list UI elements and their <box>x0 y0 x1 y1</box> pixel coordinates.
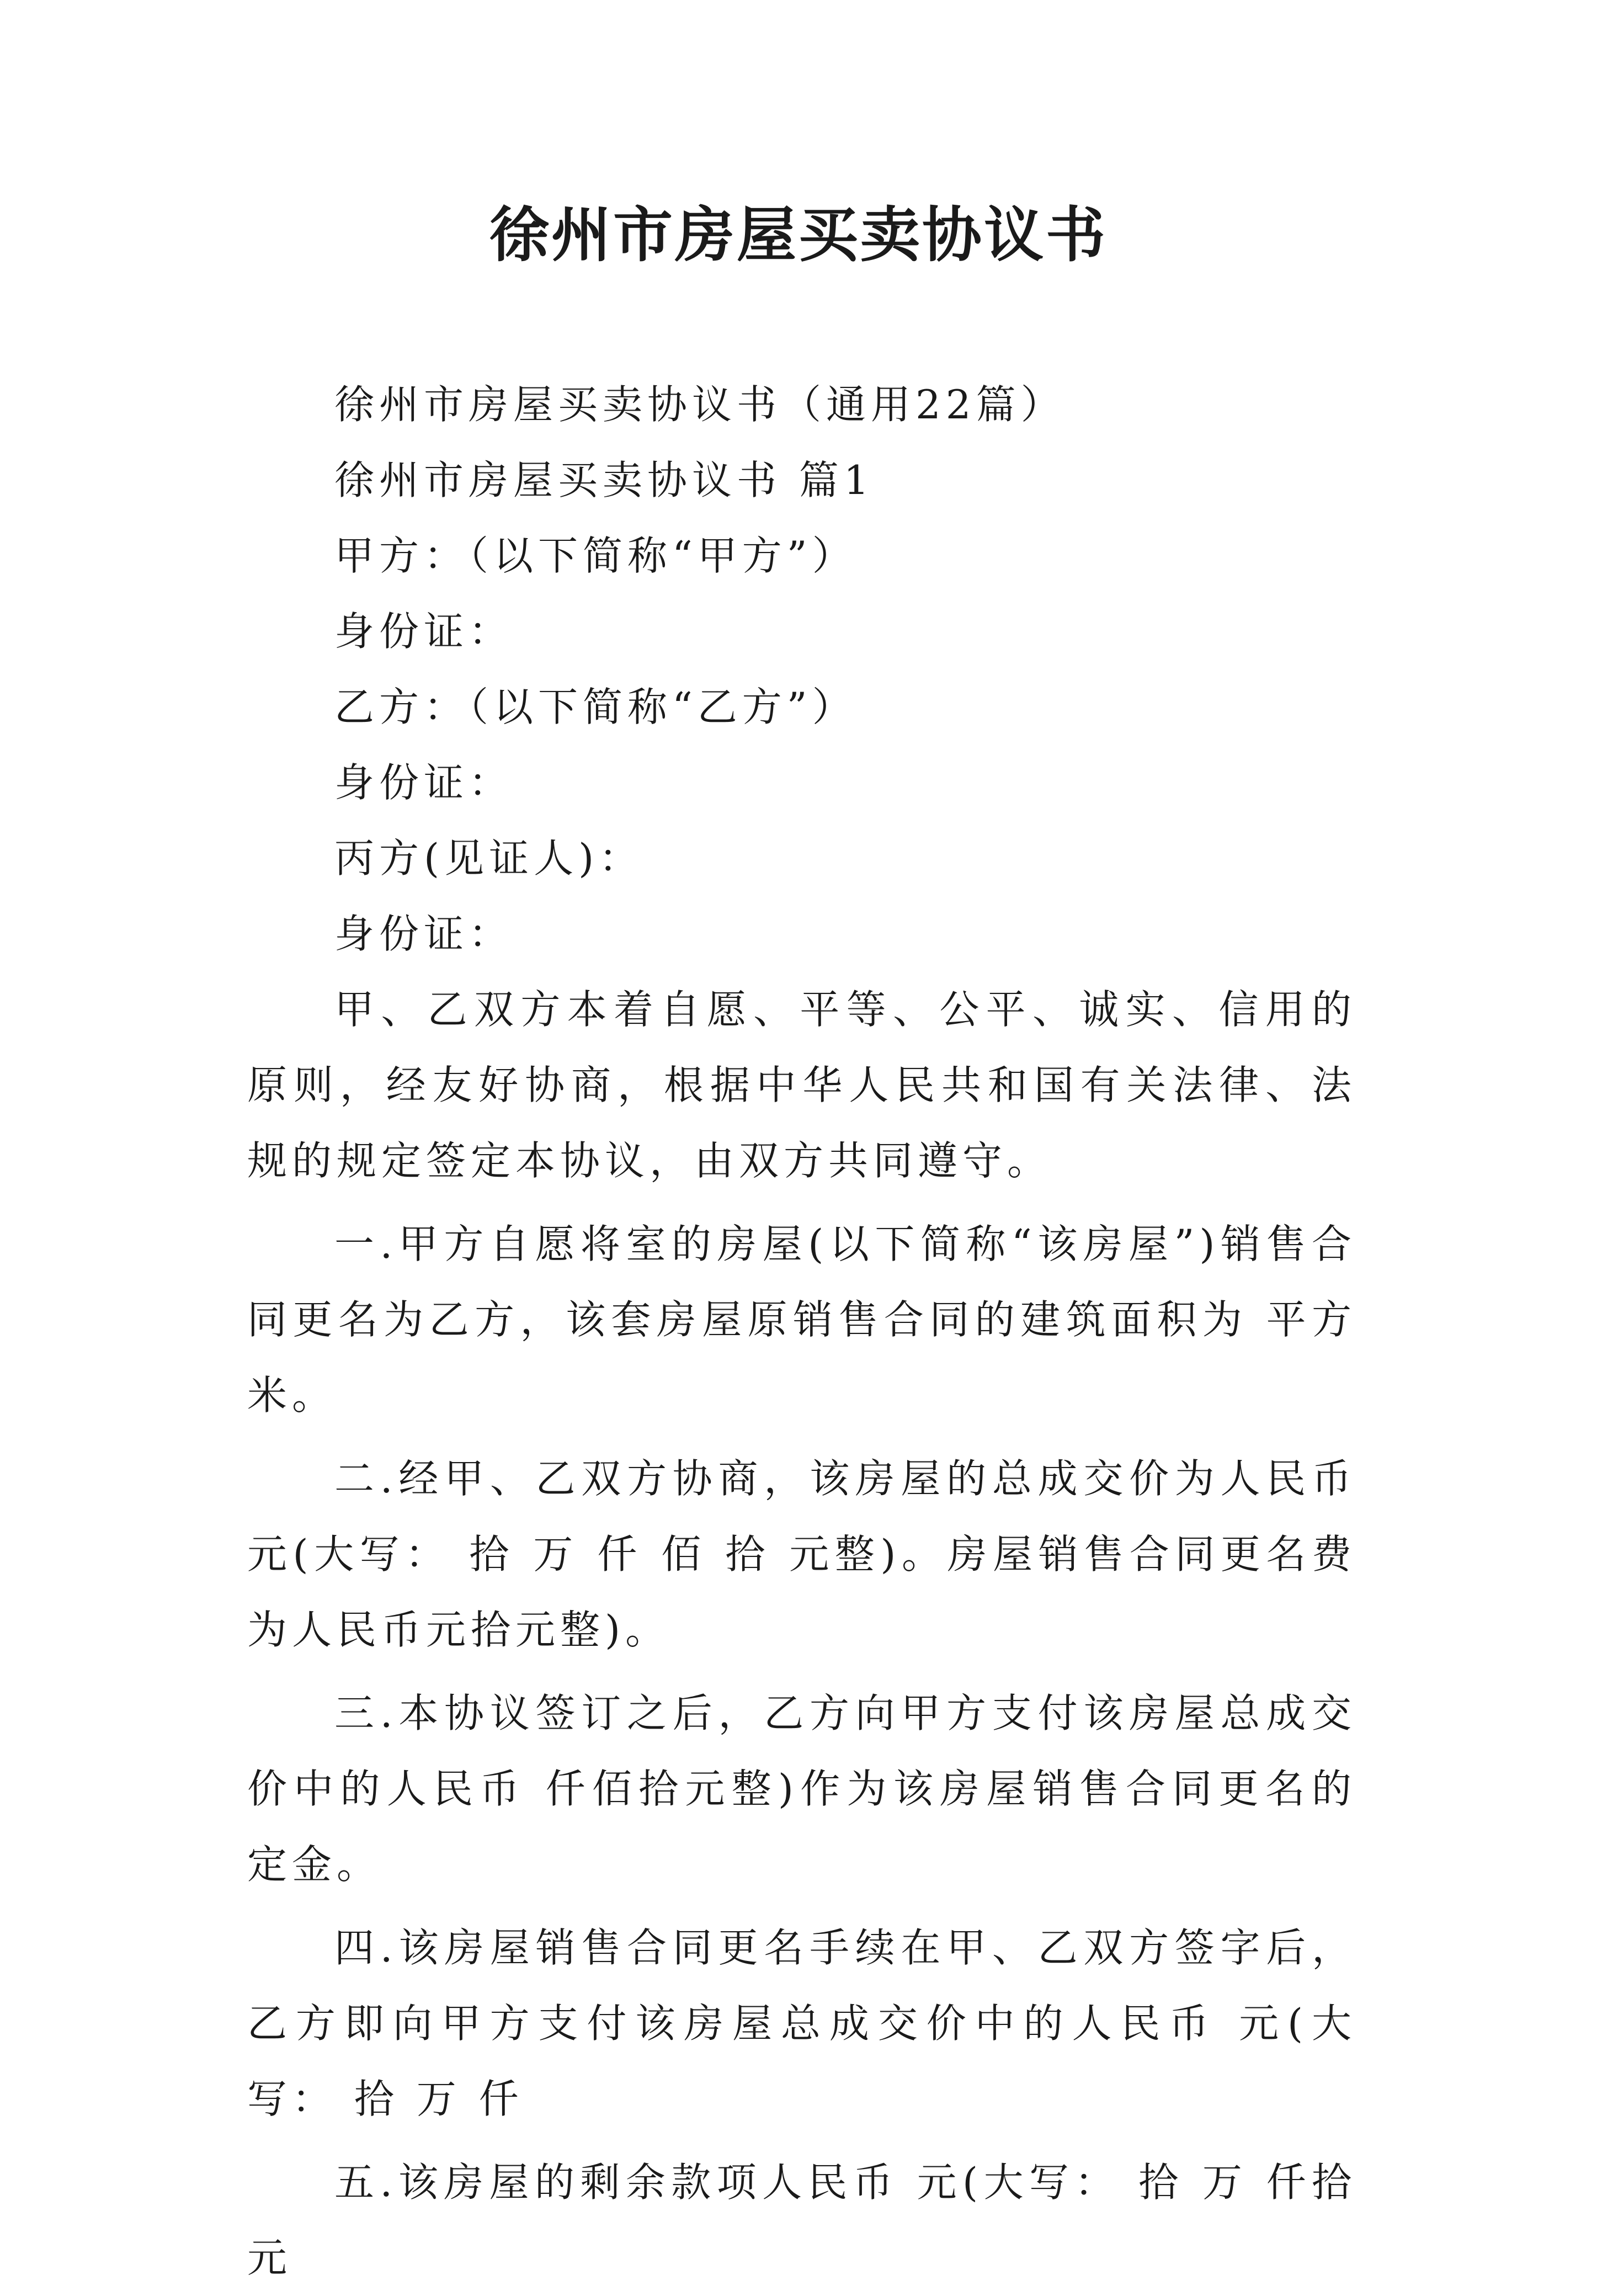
party-b-id-line: 身份证： <box>334 759 514 806</box>
party-b-line: 乙方：（以下简称“乙方”） <box>334 684 857 730</box>
preamble-paragraph: 甲、乙双方本着自愿、平等、公平、诚实、信用的原则，经友好协商，根据中华人民共和国有关法律、法规的规定签定本协议，由双方共同遵守。 <box>247 986 1356 1184</box>
party-c-id-line: 身份证： <box>334 911 514 957</box>
clause-5-paragraph: 五.该房屋的剩余款项人民币 元(大写： 拾 万 仟拾元 <box>247 2159 1356 2281</box>
party-a-line: 甲方：（以下简称“甲方”） <box>334 533 857 579</box>
document-body <box>247 367 1356 2296</box>
clause-3-paragraph: 三.本协议签订之后，乙方向甲方支付该房屋总成交价中的人民币 仟佰拾元整)作为该房屋销售合同更名的定金。 <box>247 1690 1356 1888</box>
subtitle-line: 徐州市房屋买卖协议书（通用22篇） <box>334 381 1066 428</box>
clause-2-paragraph: 二.经甲、乙双方协商，该房屋的总成交价为人民币 元(大写： 拾 万 仟 佰 拾 元整)。房屋销售合同更名费为人民币元拾元整)。 <box>247 1455 1356 1653</box>
document-title: 徐州市房屋买卖协议书 <box>489 201 1108 270</box>
party-c-witness-line: 丙方(见证人)： <box>334 835 644 881</box>
section-heading: 徐州市房屋买卖协议书 篇1 <box>334 457 874 503</box>
clause-4-paragraph: 四.该房屋销售合同更名手续在甲、乙双方签字后，乙方即向甲方支付该房屋总成交价中的人民币 元(大写： 拾 万 仟 <box>247 1925 1356 2122</box>
clause-1-paragraph: 一.甲方自愿将室的房屋(以下简称“该房屋”)销售合同更名为乙方，该套房屋原销售合同的建筑面积为 平方米。 <box>247 1221 1356 1418</box>
party-a-id-line: 身份证： <box>334 608 514 655</box>
